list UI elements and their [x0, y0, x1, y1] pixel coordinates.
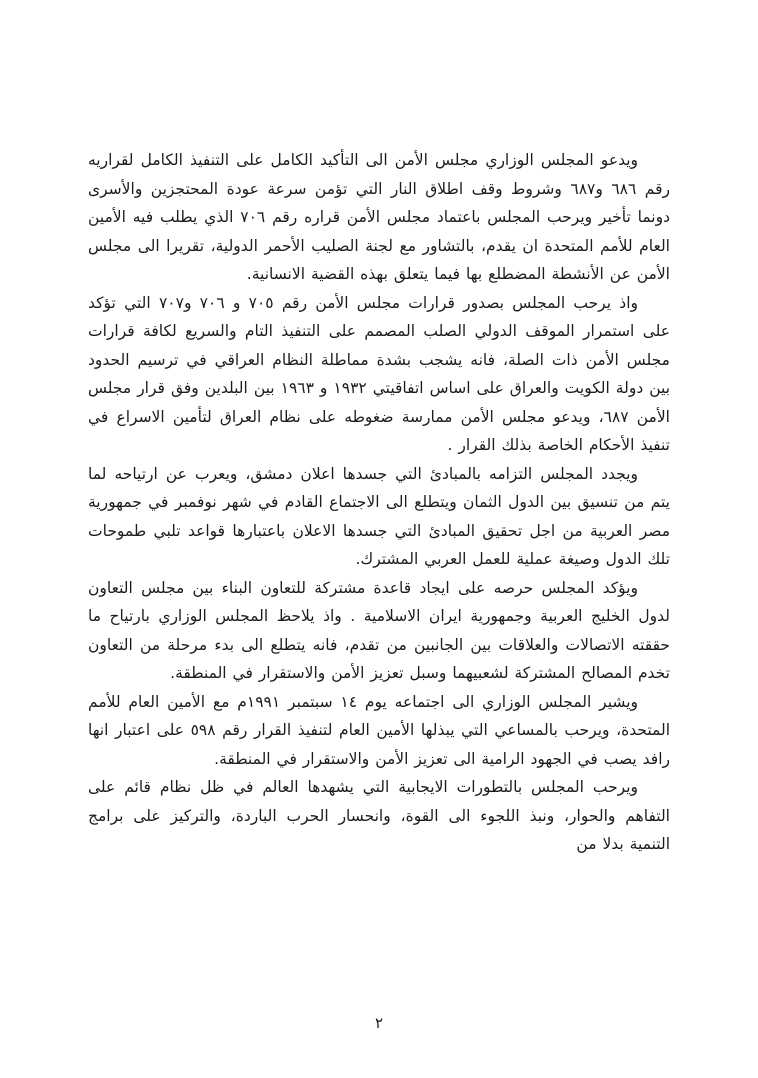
paragraph-6: ويرحب المجلس بالتطورات الايجابية التي يشهدها العالم في ظل نظام قائم على التفاهم والحوار، ونبذ اللجوء الى القوة، وانحسار الحرب الباردة، والتركيز على برامج التنمية بدلا من	[88, 778, 670, 853]
page-number: ٢	[374, 1014, 384, 1032]
paragraph-1: ويدعو المجلس الوزاري مجلس الأمن الى التأكيد الكامل على التنفيذ الكامل لقراريه رقم ٦٨٦ و٦٨٧ وشروط وقف اطلاق النار التي تؤمن سرعة عودة المحتجزين والأسرى دونما تأخير ويرحب المجلس باعتماد مجلس الأمن قراره رقم ٧٠٦ الذي يطلب فيه الأمين العام للأمم المتحدة ان يقدم، بالتشاور مع لجنة الصليب الأحمر الدولية، تقريرا الى مجلس الأمن عن الأنشطة المضطلع بها فيما يتعلق بهذه القضية الانسانية.	[88, 151, 670, 283]
paragraph-2: واذ يرحب المجلس بصدور قرارات مجلس الأمن رقم ٧٠٥ و ٧٠٦ و٧٠٧ التي تؤكد على استمرار الموقف الدولي الصلب المصمم على التنفيذ التام والسريع لكافة قرارات مجلس الأمن ذات الصلة، فانه يشجب بشدة مماطلة النظام العراقي في ترسيم الحدود بين دولة الكويت والعراق على اساس اتفاقيتي ١٩٣٢ و ١٩٦٣ بين البلدين وفق قرار مجلس الأمن ٦٨٧، ويدعو مجلس الأمن ممارسة ضغوطه على نظام العراق لتأمين الاسراع في تنفيذ الأحكام الخاصة بذلك القرار .	[88, 293, 671, 454]
body-text	[88, 146, 670, 859]
paragraph-4: ويؤكد المجلس حرصه على ايجاد قاعدة مشتركة للتعاون البناء بين مجلس التعاون لدول الخليج العربية وجمهورية ايران الاسلامية . واذ يلاحظ المجلس الوزاري بارتياح ما حققته الاتصالات والعلاقات بين الجانبين من تقدم، فانه يتطلع الى بدء مرحلة من التعاون تخدم المصالح المشتركة لشعبيهما وسبل تعزيز الأمن والاستقرار في المنطقة.	[88, 578, 670, 682]
paragraph-5: ويشير المجلس الوزاري الى اجتماعه يوم ١٤ سبتمبر ١٩٩١م مع الأمين العام للأمم المتحدة، ويرحب بالمساعي التي يبذلها الأمين العام لتنفيذ القرار رقم ٥٩٨ على اعتبار انها رافد يصب في الجهود الرامية الى تعزيز الأمن والاستقرار في المنطقة.	[88, 692, 671, 768]
paragraph-3: ويجدد المجلس التزامه بالمبادئ التي جسدها اعلان دمشق، ويعرب عن ارتياحه لما يتم من تنسيق بين الدول الثمان ويتطلع الى الاجتماع القادم في شهر نوفمبر في جمهورية مصر العربية من اجل تحقيق المبادئ التي جسدها الاعلان باعتبارها قواعد تلبي طموحات تلك الدول وصيغة عملية للعمل العربي المشترك.	[88, 464, 670, 568]
